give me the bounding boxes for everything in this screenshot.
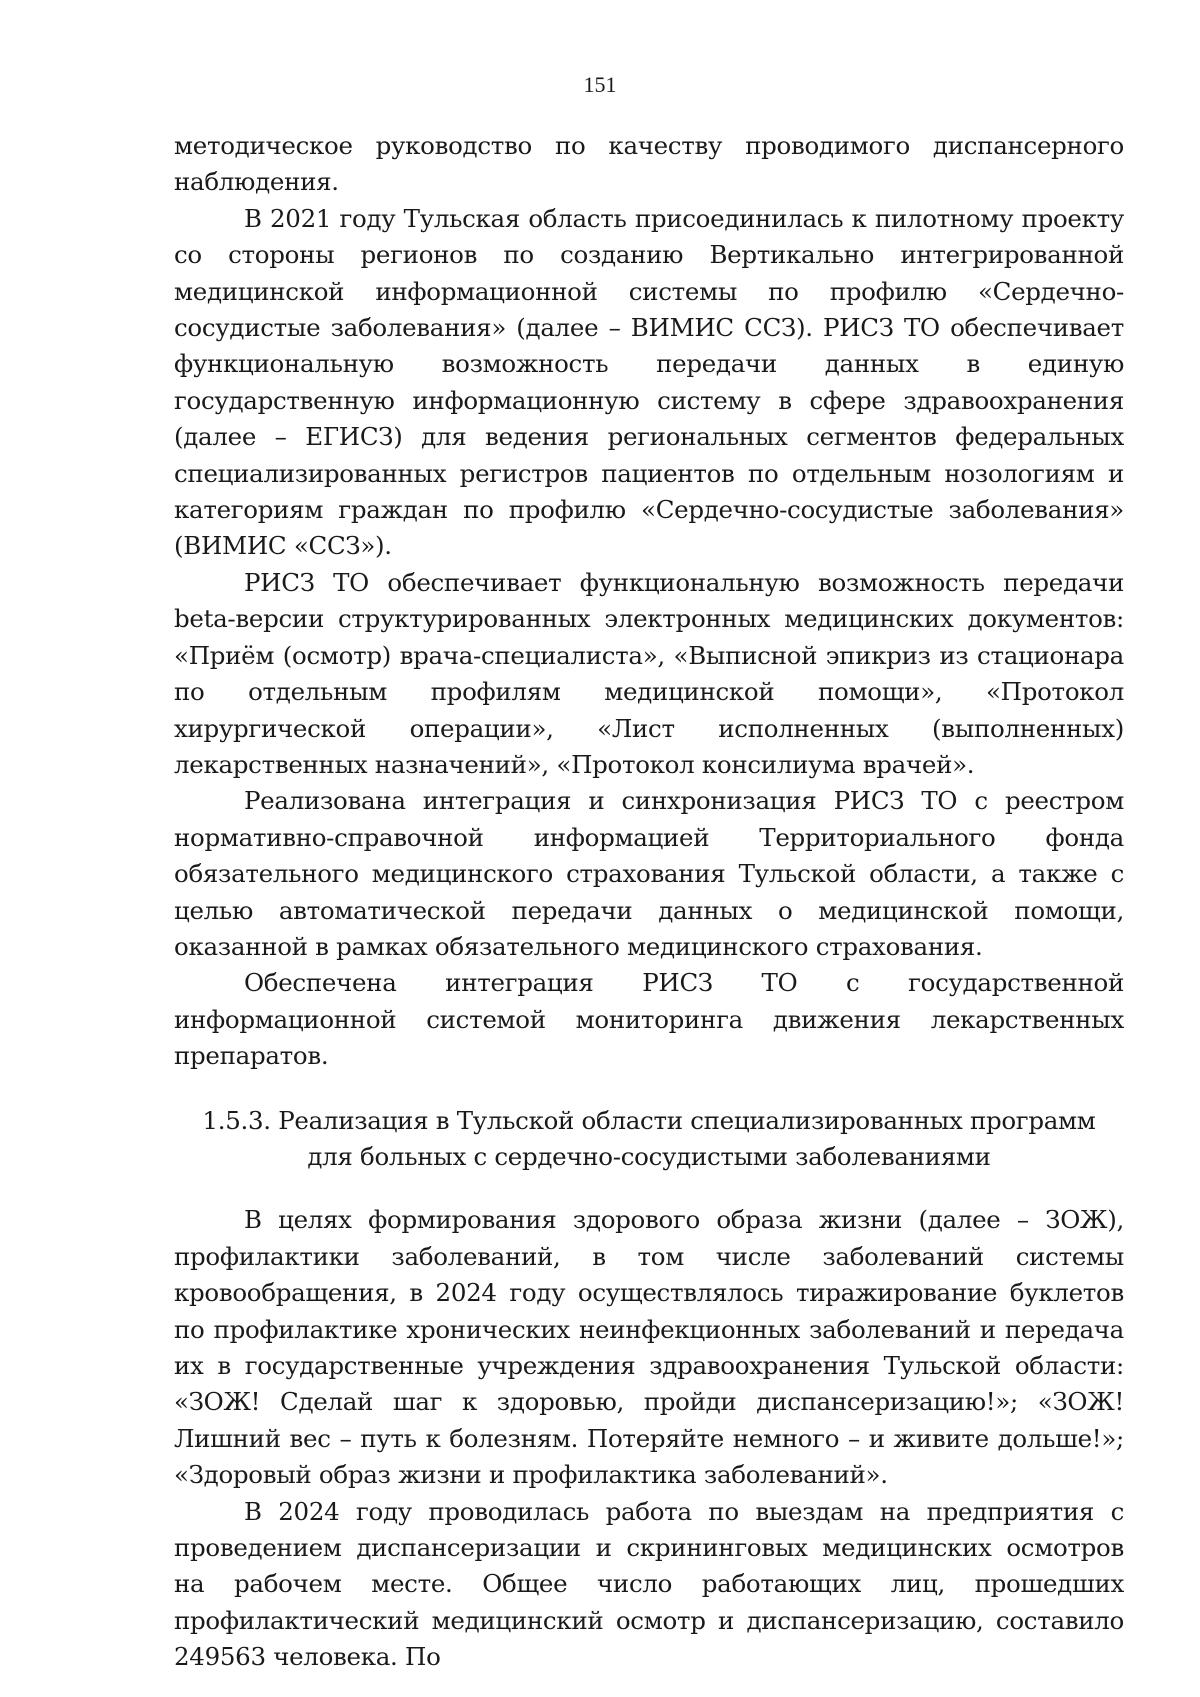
page-number: 151 — [583, 72, 617, 97]
paragraph-zozh-booklets: В целях формирования здорового образа жизни (далее – ЗОЖ), профилактики заболеваний, в том числе заболеваний системы кровообращения, в 2024 году осуществлялось тиражирование буклетов по профилактике хронических неинфекционных заболеваний и передача их в государственные учреждения здравоохранения Тульской области: «ЗОЖ! Сделай шаг к здоровью, пройди диспансеризацию!»; «ЗОЖ! Лишний вес – путь к болезням. Потеряйте немного – и живите дольше!»; «Здоровый образ жизни и профилактика заболеваний». — [174, 1205, 1124, 1490]
paragraph-workplace-checkups: В 2024 году проводилась работа по выездам на предприятия с проведением диспансеризации и скрининговых медицинских осмотров на рабочем месте. Общее число работающих лиц, прошедших профилактический медицинский осмотр и диспансеризацию, составило 249563 человека. По — [174, 1496, 1124, 1672]
paragraph-integration-tfoms: Реализована интеграция и синхронизация РИСЗ ТО с реестром нормативно-справочной информацией Территориального фонда обязательного медицинского страхования Тульской области, а также с целью автоматической передачи данных о медицинской помощи, оказанной в рамках обязательного медицинского страхования. — [174, 786, 1124, 961]
paragraph-integration-drugs: Обеспечена интеграция РИСЗ ТО с государственной информационной системой мониторинга движения лекарственных препаратов. — [174, 968, 1124, 1071]
spacer — [174, 1175, 1124, 1202]
paragraph-beta-documents: РИСЗ ТО обеспечивает функциональную возможность передачи beta-версии структурированных электронных медицинских документов: «Приём (осмотр) врача-специалиста», «Выписной эпикриз из стационара по отдельным профилям медицинской помощи», «Протокол хирургической операции», «Лист исполненных (выполненных) лекарственных назначений», «Протокол консилиума врачей». — [174, 567, 1124, 779]
section-heading-line-2: для больных с сердечно-сосудистыми заболеваниями — [307, 1141, 991, 1171]
paragraph-vimis: В 2021 году Тульская область присоединилась к пилотному проекту со стороны регионов по созданию Вертикально интегрированной медицинской информационной системы по профилю «Сердечно-сосудистые заболевания» (далее – ВИМИС ССЗ). РИСЗ ТО обеспечивает функциональную возможность передачи данных в единую государственную информационную систему в сфере здравоохранения (далее – ЕГИСЗ) для ведения региональных сегментов федеральных специализированных регистров пациентов по отдельным нозологиям и категориям граждан по профилю «Сердечно-сосудистые заболевания» (ВИМИС «ССЗ»). — [174, 203, 1124, 561]
spacer — [174, 1075, 1124, 1103]
section-heading-line-1: 1.5.3. Реализация в Тульской области специализированных программ — [202, 1105, 1096, 1135]
paragraph-continuation: методическое руководство по качеству проводимого диспансерного наблюдения. — [174, 131, 1124, 197]
document-body — [174, 128, 1124, 1676]
